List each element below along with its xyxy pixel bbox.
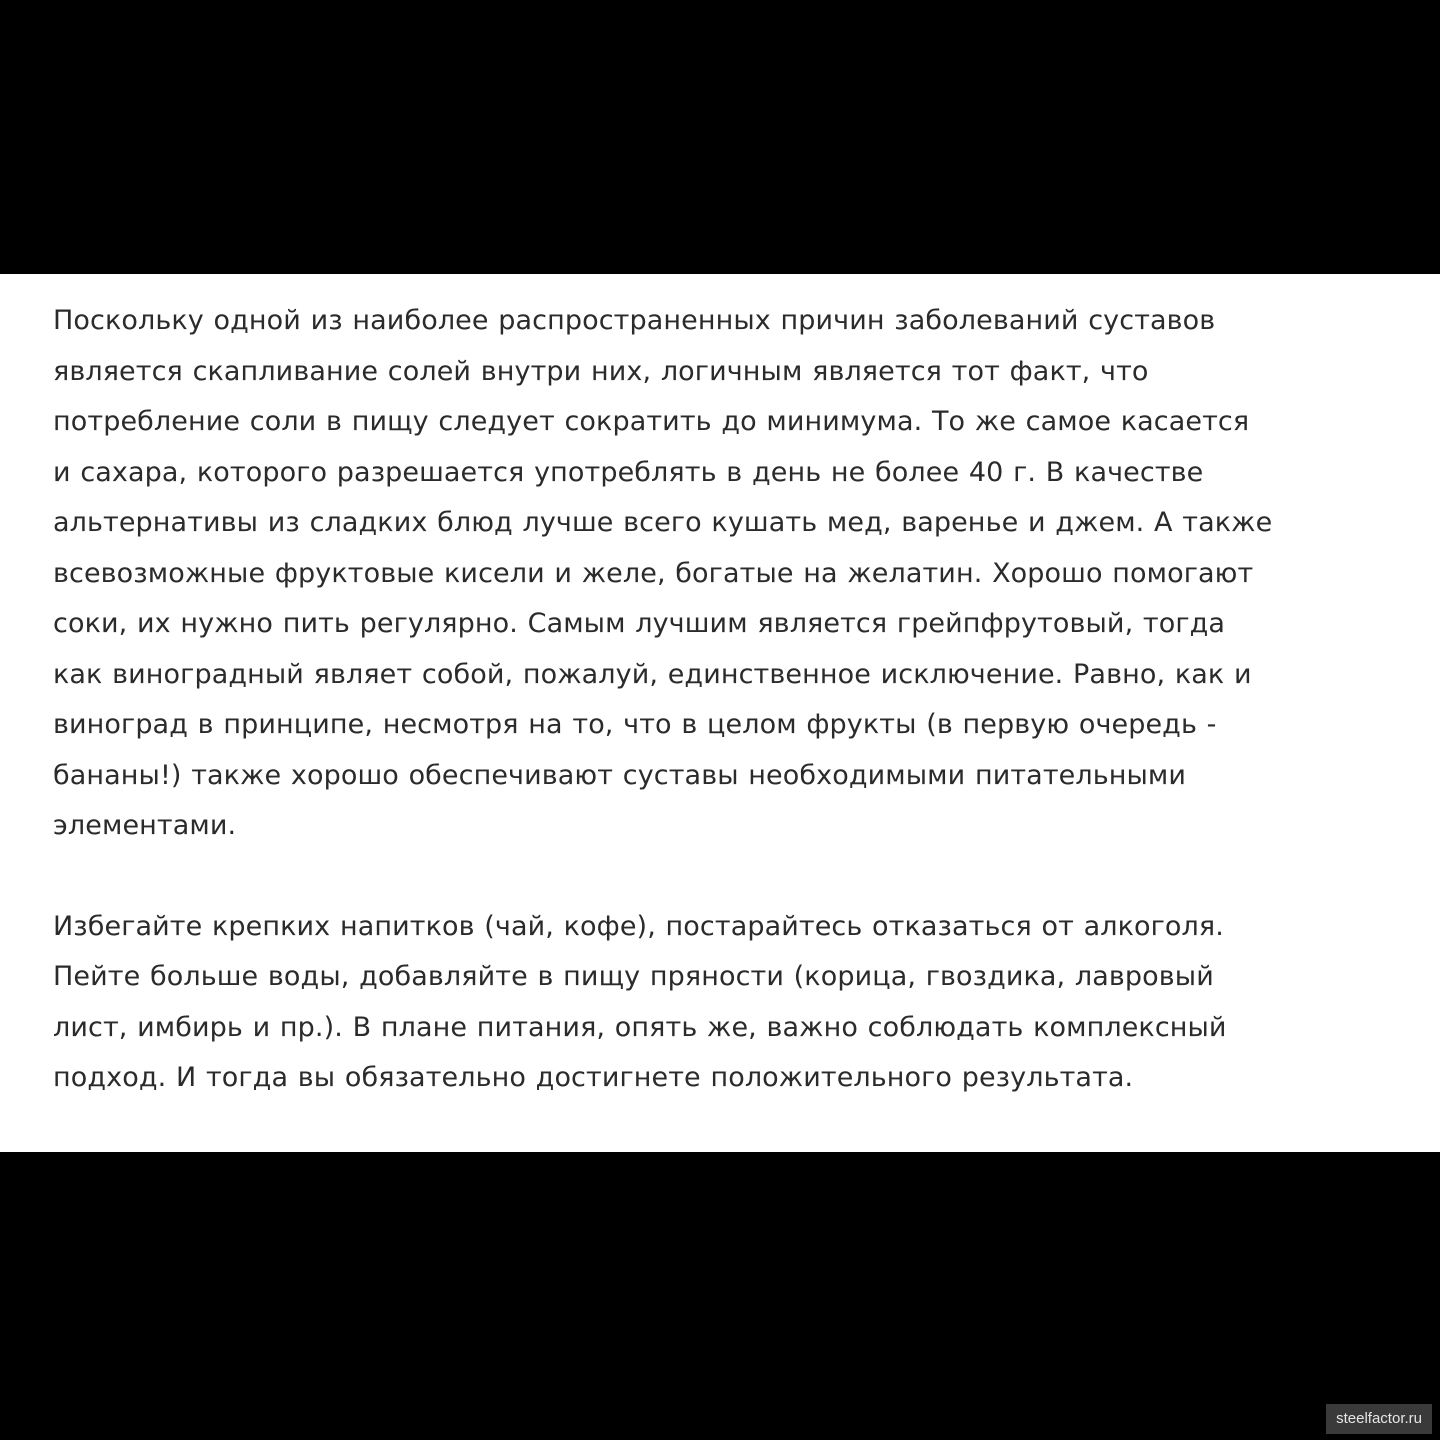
text-line: всевозможные фруктовые кисели и желе, богатые на желатин. Хорошо помогают [53, 557, 1254, 589]
paragraph-drinks-spices [53, 902, 1410, 1104]
text-line: виноград в принципе, несмотря на то, что в целом фрукты (в первую очередь - [53, 709, 1217, 740]
text-line: подход. И тогда вы обязательно достигнете положительного результата. [53, 1062, 1134, 1093]
text-line: элементами. [53, 810, 237, 841]
site-watermark: steelfactor.ru [1326, 1404, 1432, 1434]
text-line: Поскольку одной из наиболее распространенных причин заболеваний суставов [53, 305, 1216, 336]
text-line: как виноградный являет собой, пожалуй, единственное исключение. Равно, как и [53, 658, 1252, 690]
text-panel [0, 274, 1440, 1152]
text-line: альтернативы из сладких блюд лучше всего кушать мед, варенье и джем. А также [53, 507, 1273, 538]
paragraph-diet-salt-sugar [53, 296, 1410, 852]
text-line: лист, имбирь и пр.). В плане питания, опять же, важно соблюдать комплексный [53, 1011, 1227, 1043]
text-line: Избегайте крепких напитков (чай, кофе), постарайтесь отказаться от алкоголя. [53, 910, 1224, 942]
text-line: и сахара, которого разрешается употреблять в день не более 40 г. В качестве [53, 456, 1204, 488]
text-line: соки, их нужно пить регулярно. Самым лучшим является грейпфрутовый, тогда [53, 608, 1226, 639]
text-line: Пейте больше воды, добавляйте в пищу пряности (корица, гвоздика, лавровый [53, 961, 1214, 992]
text-line: бананы!) также хорошо обеспечивают суставы необходимыми питательными [53, 759, 1187, 791]
paragraph-gap [53, 852, 1410, 902]
text-line: потребление соли в пищу следует сократить до минимума. То же самое касается [53, 406, 1250, 437]
text-line: является скапливание солей внутри них, логичным является тот факт, что [53, 355, 1149, 387]
